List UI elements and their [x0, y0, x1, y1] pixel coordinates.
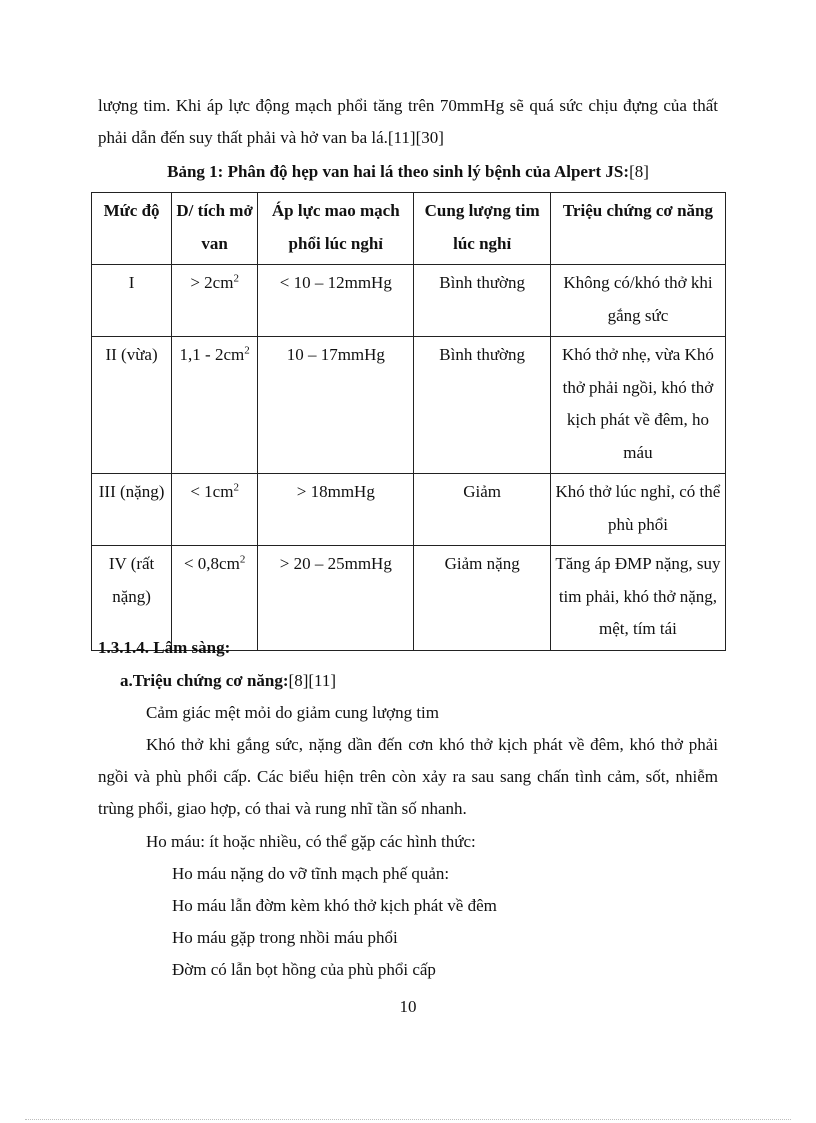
- cell-grade: I: [92, 265, 172, 337]
- cell-valve-area-text: < 1cm: [190, 482, 234, 501]
- hemoptysis-item: Ho máu lẫn đờm kèm khó thở kịch phát về đêm: [172, 896, 497, 915]
- cell-symptoms: Không có/khó thở khi gắng sức: [550, 265, 725, 337]
- cell-symptoms: Tăng áp ĐMP nặng, suy tim phải, khó thở nặng, mệt, tím tái: [550, 546, 725, 651]
- header-capillary-pressure: Áp lực mao mạch phổi lúc nghỉ: [258, 193, 414, 265]
- header-valve-area: D/ tích mở van: [172, 193, 258, 265]
- subsection-ref: [8][11]: [288, 671, 337, 690]
- cell-valve-area: [172, 337, 258, 474]
- symptom-hemoptysis: Ho máu: ít hoặc nhiều, có thể gặp các hình thức:: [146, 832, 476, 851]
- intro-paragraph: lượng tim. Khi áp lực động mạch phổi tăng trên 70mmHg sẽ quá sức chịu đựng của thất phải dẫn đến suy thất phải và hở van ba lá.[11][30]: [98, 96, 718, 147]
- table-header-row: [92, 193, 726, 265]
- cell-valve-area-sup: 2: [233, 272, 239, 285]
- symptom-dyspnea-paragraph: Khó thở khi gắng sức, nặng dần đến cơn khó thở kịch phát về đêm, khó thở phải ngồi và phù phổi cấp. Các biểu hiện trên còn xảy ra sau sang chấn tình cảm, sốt, nhiễm trùng phổi, giao hợp, có thai và rung nhĩ tần số nhanh.: [98, 735, 718, 818]
- cell-grade: III (nặng): [92, 474, 172, 546]
- header-grade: Mức độ: [92, 193, 172, 265]
- hemoptysis-item: Ho máu gặp trong nhồi máu phổi: [172, 928, 398, 947]
- symptom-fatigue: Cảm giác mệt mỏi do giảm cung lượng tim: [146, 703, 439, 722]
- section-heading: 1.3.1.4. Lâm sàng:: [98, 638, 231, 657]
- page-bottom-divider: [25, 1119, 791, 1120]
- table-row: [92, 337, 726, 474]
- cell-grade: II (vừa): [92, 337, 172, 474]
- table-caption-ref: [8]: [629, 162, 649, 181]
- table-caption: [0, 156, 816, 188]
- cell-cardiac-output: Bình thường: [414, 265, 550, 337]
- header-symptoms: Triệu chứng cơ năng: [550, 193, 725, 265]
- cell-valve-area-text: < 0,8cm: [183, 554, 240, 573]
- cell-valve-area-sup: 2: [239, 553, 246, 566]
- hemoptysis-item: Đờm có lẫn bọt hồng của phù phổi cấp: [172, 960, 436, 979]
- cell-capillary-pressure: > 20 – 25mmHg: [258, 546, 414, 651]
- cell-valve-area-sup: 2: [233, 481, 239, 494]
- table-row: [92, 265, 726, 337]
- table-row: [92, 474, 726, 546]
- cell-capillary-pressure: > 18mmHg: [258, 474, 414, 546]
- cell-valve-area: [172, 265, 258, 337]
- table-caption-title: Bảng 1: Phân độ hẹp van hai lá theo sinh lý bệnh của Alpert JS:: [167, 162, 630, 181]
- cell-symptoms: Khó thở lúc nghỉ, có thể phù phổi: [550, 474, 725, 546]
- header-cardiac-output: Cung lượng tim lúc nghỉ: [414, 193, 550, 265]
- cell-cardiac-output: Giảm: [414, 474, 550, 546]
- cell-capillary-pressure: < 10 – 12mmHg: [258, 265, 414, 337]
- page-number: 10: [399, 997, 417, 1016]
- cell-valve-area-sup: 2: [244, 344, 250, 357]
- stenosis-grade-table: [91, 192, 726, 651]
- subsection-heading: [120, 665, 336, 697]
- cell-symptoms: Khó thở nhẹ, vừa Khó thở phải ngồi, khó thở kịch phát về đêm, ho máu: [550, 337, 725, 474]
- hemoptysis-item: Ho máu nặng do vỡ tĩnh mạch phế quản:: [172, 864, 450, 883]
- cell-cardiac-output: Bình thường: [414, 337, 550, 474]
- subsection-title: a.Triệu chứng cơ năng:: [120, 671, 289, 690]
- cell-valve-area-text: > 2cm: [190, 273, 234, 292]
- cell-valve-area: [172, 474, 258, 546]
- cell-valve-area-text: 1,1 - 2cm: [179, 345, 245, 364]
- cell-capillary-pressure: 10 – 17mmHg: [258, 337, 414, 474]
- cell-grade: IV (rất nặng): [92, 546, 172, 651]
- cell-cardiac-output: Giảm nặng: [414, 546, 550, 651]
